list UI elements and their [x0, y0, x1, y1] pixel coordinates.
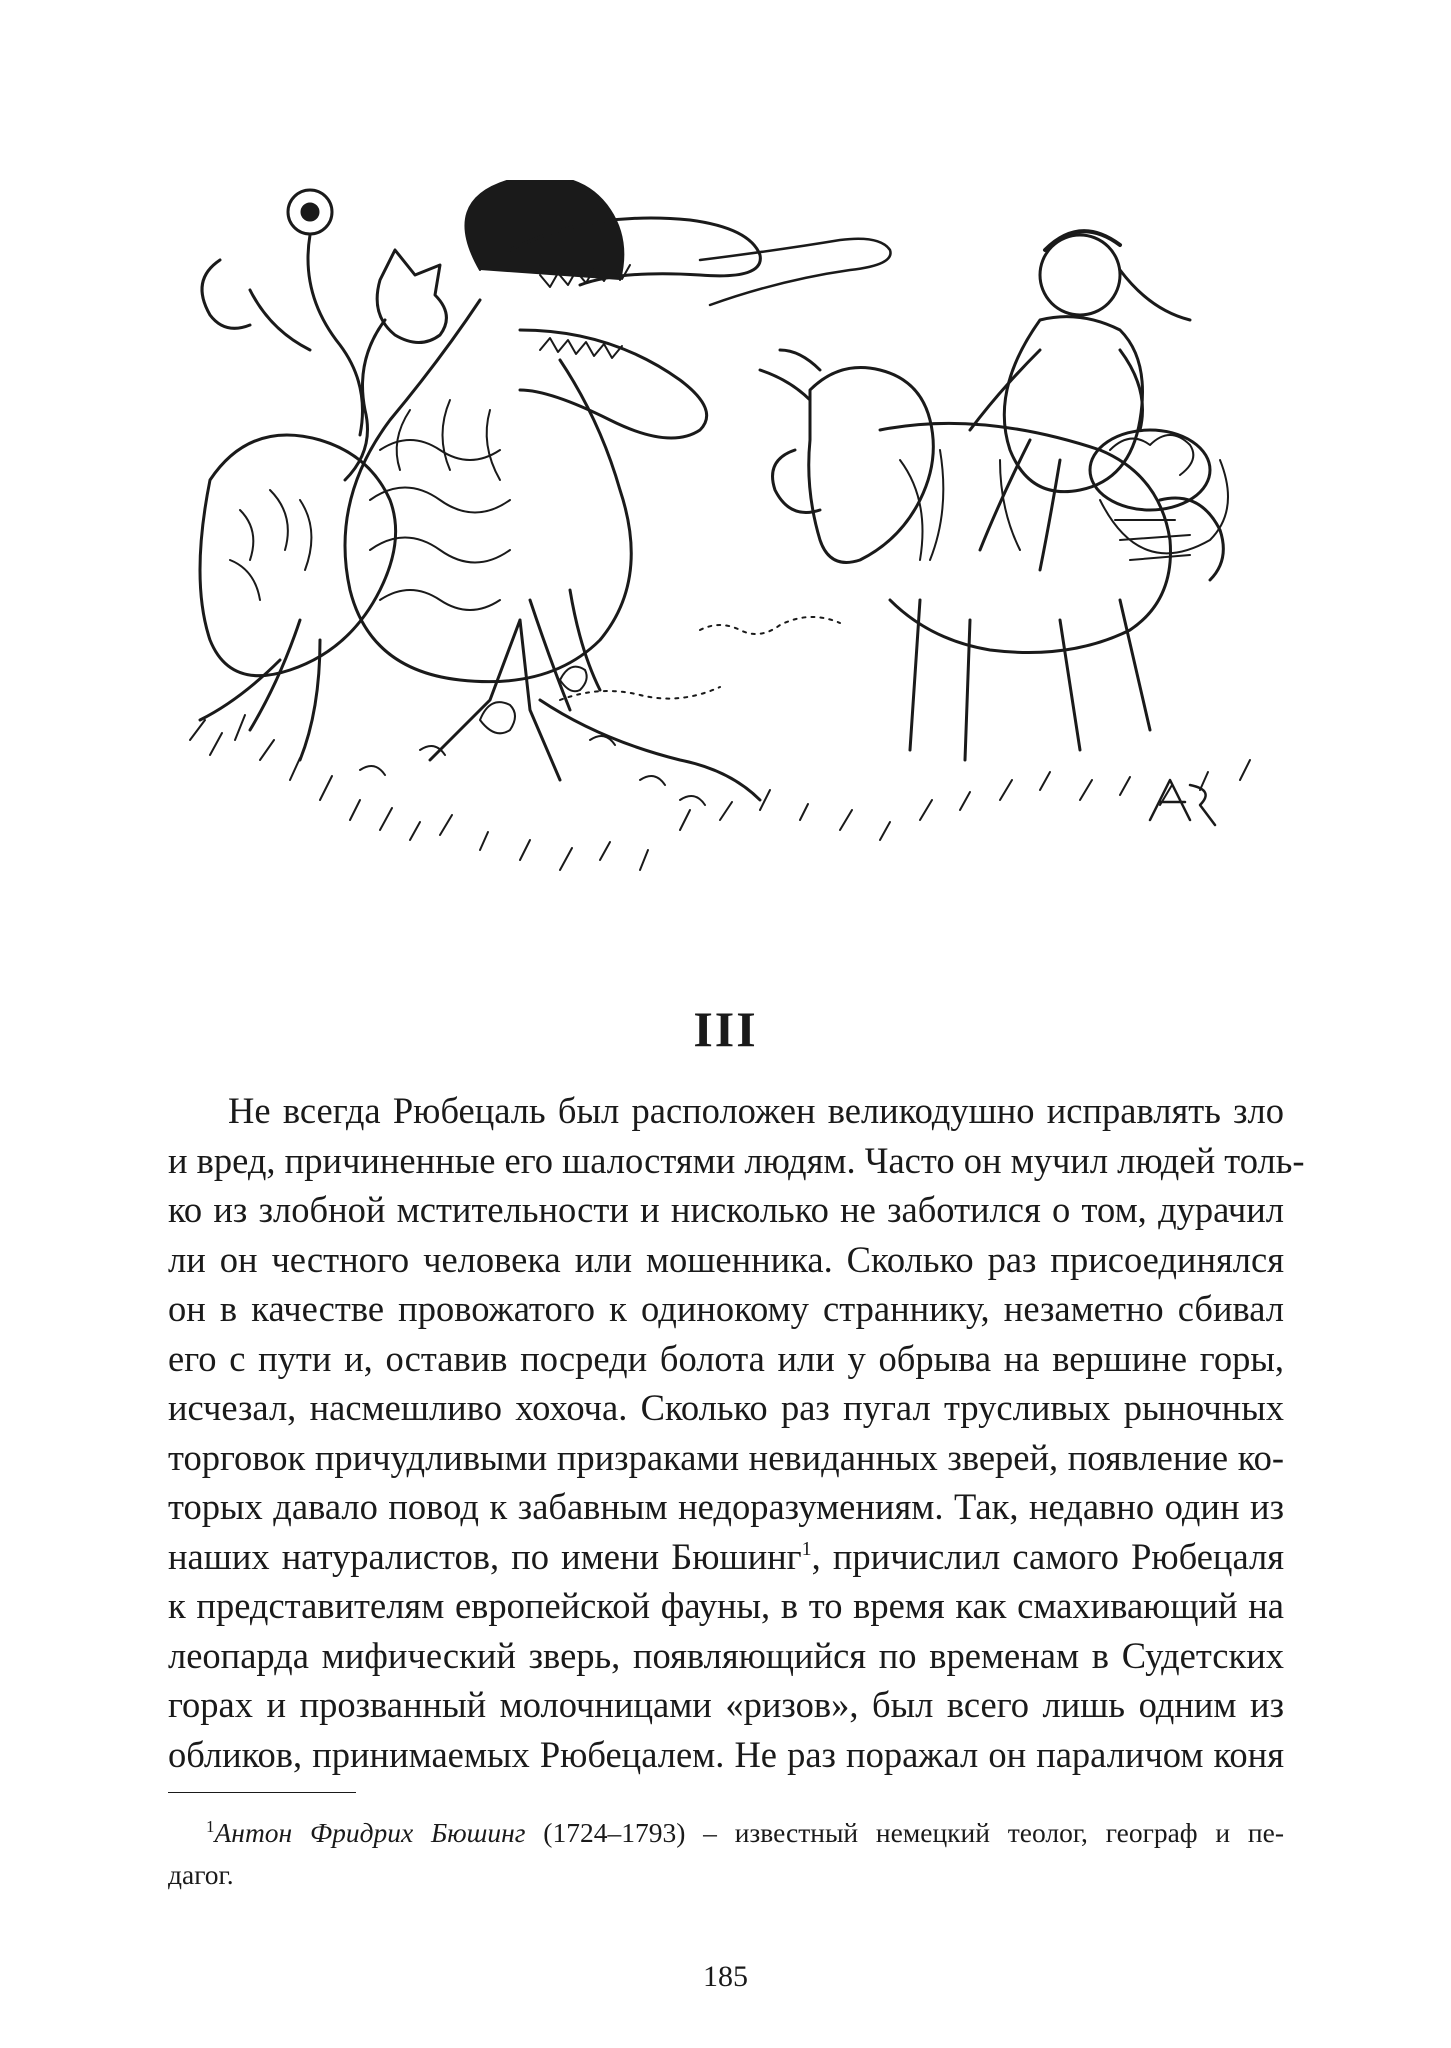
- text-line: обликов, принимаемых Рюбецалем. Не раз поражал он параличом коня: [168, 1733, 1284, 1775]
- footnote-marker: 1: [206, 1817, 215, 1836]
- footnote-divider: [168, 1792, 356, 1793]
- bird-figure: [200, 180, 891, 800]
- ground-hatching: [190, 617, 1250, 870]
- body-text: [168, 1086, 1305, 1779]
- donkey-figure: [760, 350, 1223, 760]
- text-line: и вред, причиненные его шалостями людям. Часто он мучил людей толь-: [168, 1139, 1305, 1181]
- text-line: торговок причудливыми призраками невиданных зверей, появление ко-: [168, 1436, 1284, 1478]
- footnote-line: дагог.: [168, 1859, 234, 1890]
- text-line: ли он честного человека или мошенника. Сколько раз присоединялся: [168, 1238, 1284, 1280]
- text-line: ко из злобной мстительности и нисколько не заботился о том, дурачил: [168, 1189, 1284, 1230]
- text-line: к представителям европейской фауны, в то время как смахивающий на: [168, 1585, 1284, 1626]
- text-line: он в качестве провожатого к одинокому страннику, незаметно сбивал: [168, 1288, 1284, 1329]
- chapter-number: III: [693, 1001, 758, 1057]
- illustration: [180, 180, 1280, 890]
- text-line: Не всегда Рюбецаль был расположен великодушно исправлять зло: [228, 1090, 1284, 1131]
- text-segment: наших натуралистов, по имени Бюшинг: [168, 1535, 802, 1577]
- page-number: 185: [703, 1960, 748, 1993]
- text-line: его с пути и, оставив посреди болота или у обрыва на вершине горы,: [168, 1337, 1284, 1379]
- text-line: торых давало повод к забавным недоразумениям. Так, недавно один из: [168, 1486, 1284, 1527]
- text-line: горах и прозванный молочницами «ризов», был всего лишь одним из: [168, 1684, 1284, 1725]
- text-line: [168, 1532, 1284, 1582]
- footnote-reference[interactable]: 1: [801, 1537, 812, 1560]
- dragon-figure: [200, 190, 446, 676]
- text-segment: , причислил самого Рюбецаля: [811, 1535, 1284, 1577]
- footnote: [168, 1812, 1284, 1896]
- text-line: леопарда мифический зверь, появляющийся по временам в Судетских: [168, 1634, 1284, 1676]
- footnote-person-name: Антон Фридрих Бюшинг: [214, 1817, 526, 1848]
- footnote-line: [168, 1812, 1284, 1854]
- footnote-text: (1724–1793) – известный немецкий теолог, географ и пе-: [525, 1817, 1284, 1848]
- ducklings: [360, 667, 705, 805]
- artist-monogram: [1150, 780, 1215, 825]
- text-line: исчезал, насмешливо хохоча. Сколько раз пугал трусливых рыночных: [168, 1387, 1284, 1428]
